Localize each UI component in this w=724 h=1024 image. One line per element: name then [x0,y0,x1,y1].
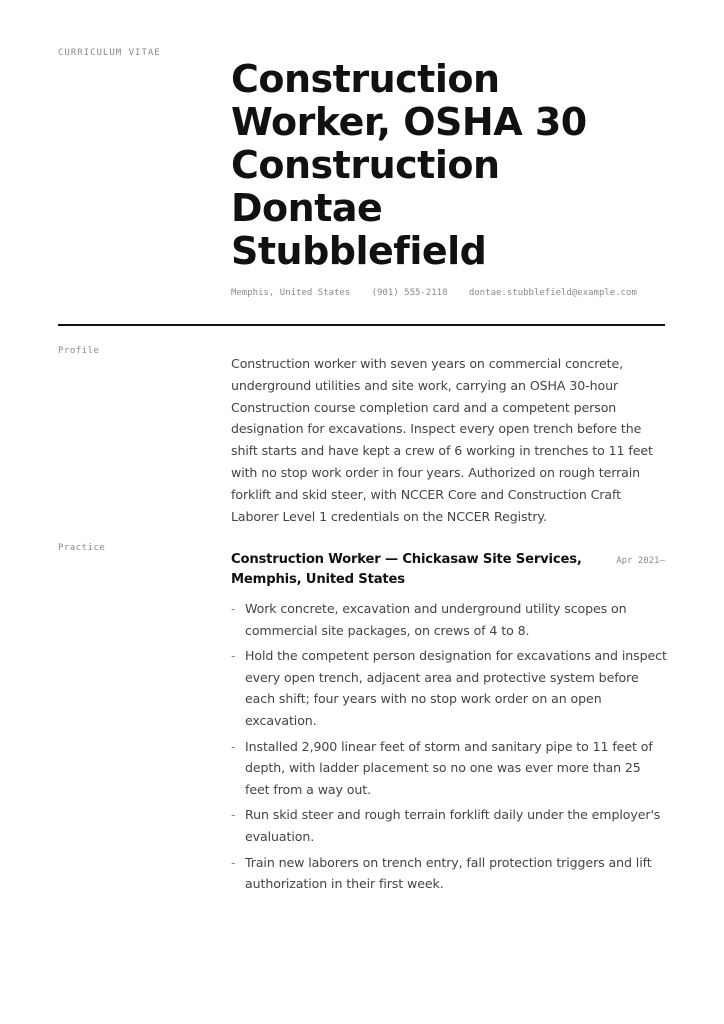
job-title: Construction Worker — Chickasaw Site Services, Memphis, United States [231,552,582,587]
job-bullet [231,645,669,731]
contact-location: Memphis, United States [231,288,351,298]
title-line: Worker, OSHA 30 [231,100,587,144]
bullet-marker: - [231,648,236,664]
job-bullet [231,598,669,641]
bullet-marker: - [231,854,236,870]
job-header [231,550,665,590]
profile-section-label: Profile [58,346,100,356]
job-bullet-text: Installed 2,900 linear feet of storm and sanitary pipe to 11 feet of depth, with ladder placement so no one was ever more than 25 feet from a way out. [245,738,653,797]
title-line: Stubblefield [231,229,487,273]
profile-summary: Construction worker with seven years on commercial concrete, underground utilities and site work, carrying an OSHA 30-hour Construction course completion card and a competent person designation for excavations. Inspect every open trench before the shift starts and have kept a crew of 6 working in trenches to 11 feet with no stop work order in four years. Authorized on rough terrain forklift and skid steer, with NCCER Core and Construction Craft Laborer Level 1 credentials on the NCCER Registry. [231,356,653,524]
document-eyebrow: CURRICULUM VITAE [58,48,161,58]
title-line: Dontae [231,186,383,230]
title-line: Construction [231,143,500,187]
contact-line [231,288,653,298]
bullet-marker: - [231,807,236,823]
job-bullet-text: Hold the competent person designation for excavations and inspect every open trench, adjacent area and protective system before each shift; four years with no stop work order on an open excavation. [245,648,667,728]
title-line: Construction [231,57,500,101]
job-bullet-text: Work concrete, excavation and underground utility scopes on commercial site packages, on crews of 4 to 8. [245,601,627,638]
job-bullet-text: Train new laborers on trench entry, fall protection triggers and lift authorization in their first week. [245,854,652,892]
job-bullet [231,736,669,801]
job-bullet [231,852,669,895]
contact-email: dontae.stubblefield@example.com [468,288,637,298]
job-bullet-text: Run skid steer and rough terrain forklift daily under the employer's evaluation. [245,807,661,844]
job-bullet-list [231,598,669,899]
job-date: Apr 2021– [616,556,665,566]
bullet-marker: - [231,738,236,754]
job-bullet [231,804,669,847]
name-title [231,58,701,273]
bullet-marker: - [231,601,236,616]
header-divider [58,324,665,326]
practice-section-label: Practice [58,543,106,553]
contact-phone: (901) 555-2118 [371,288,448,298]
